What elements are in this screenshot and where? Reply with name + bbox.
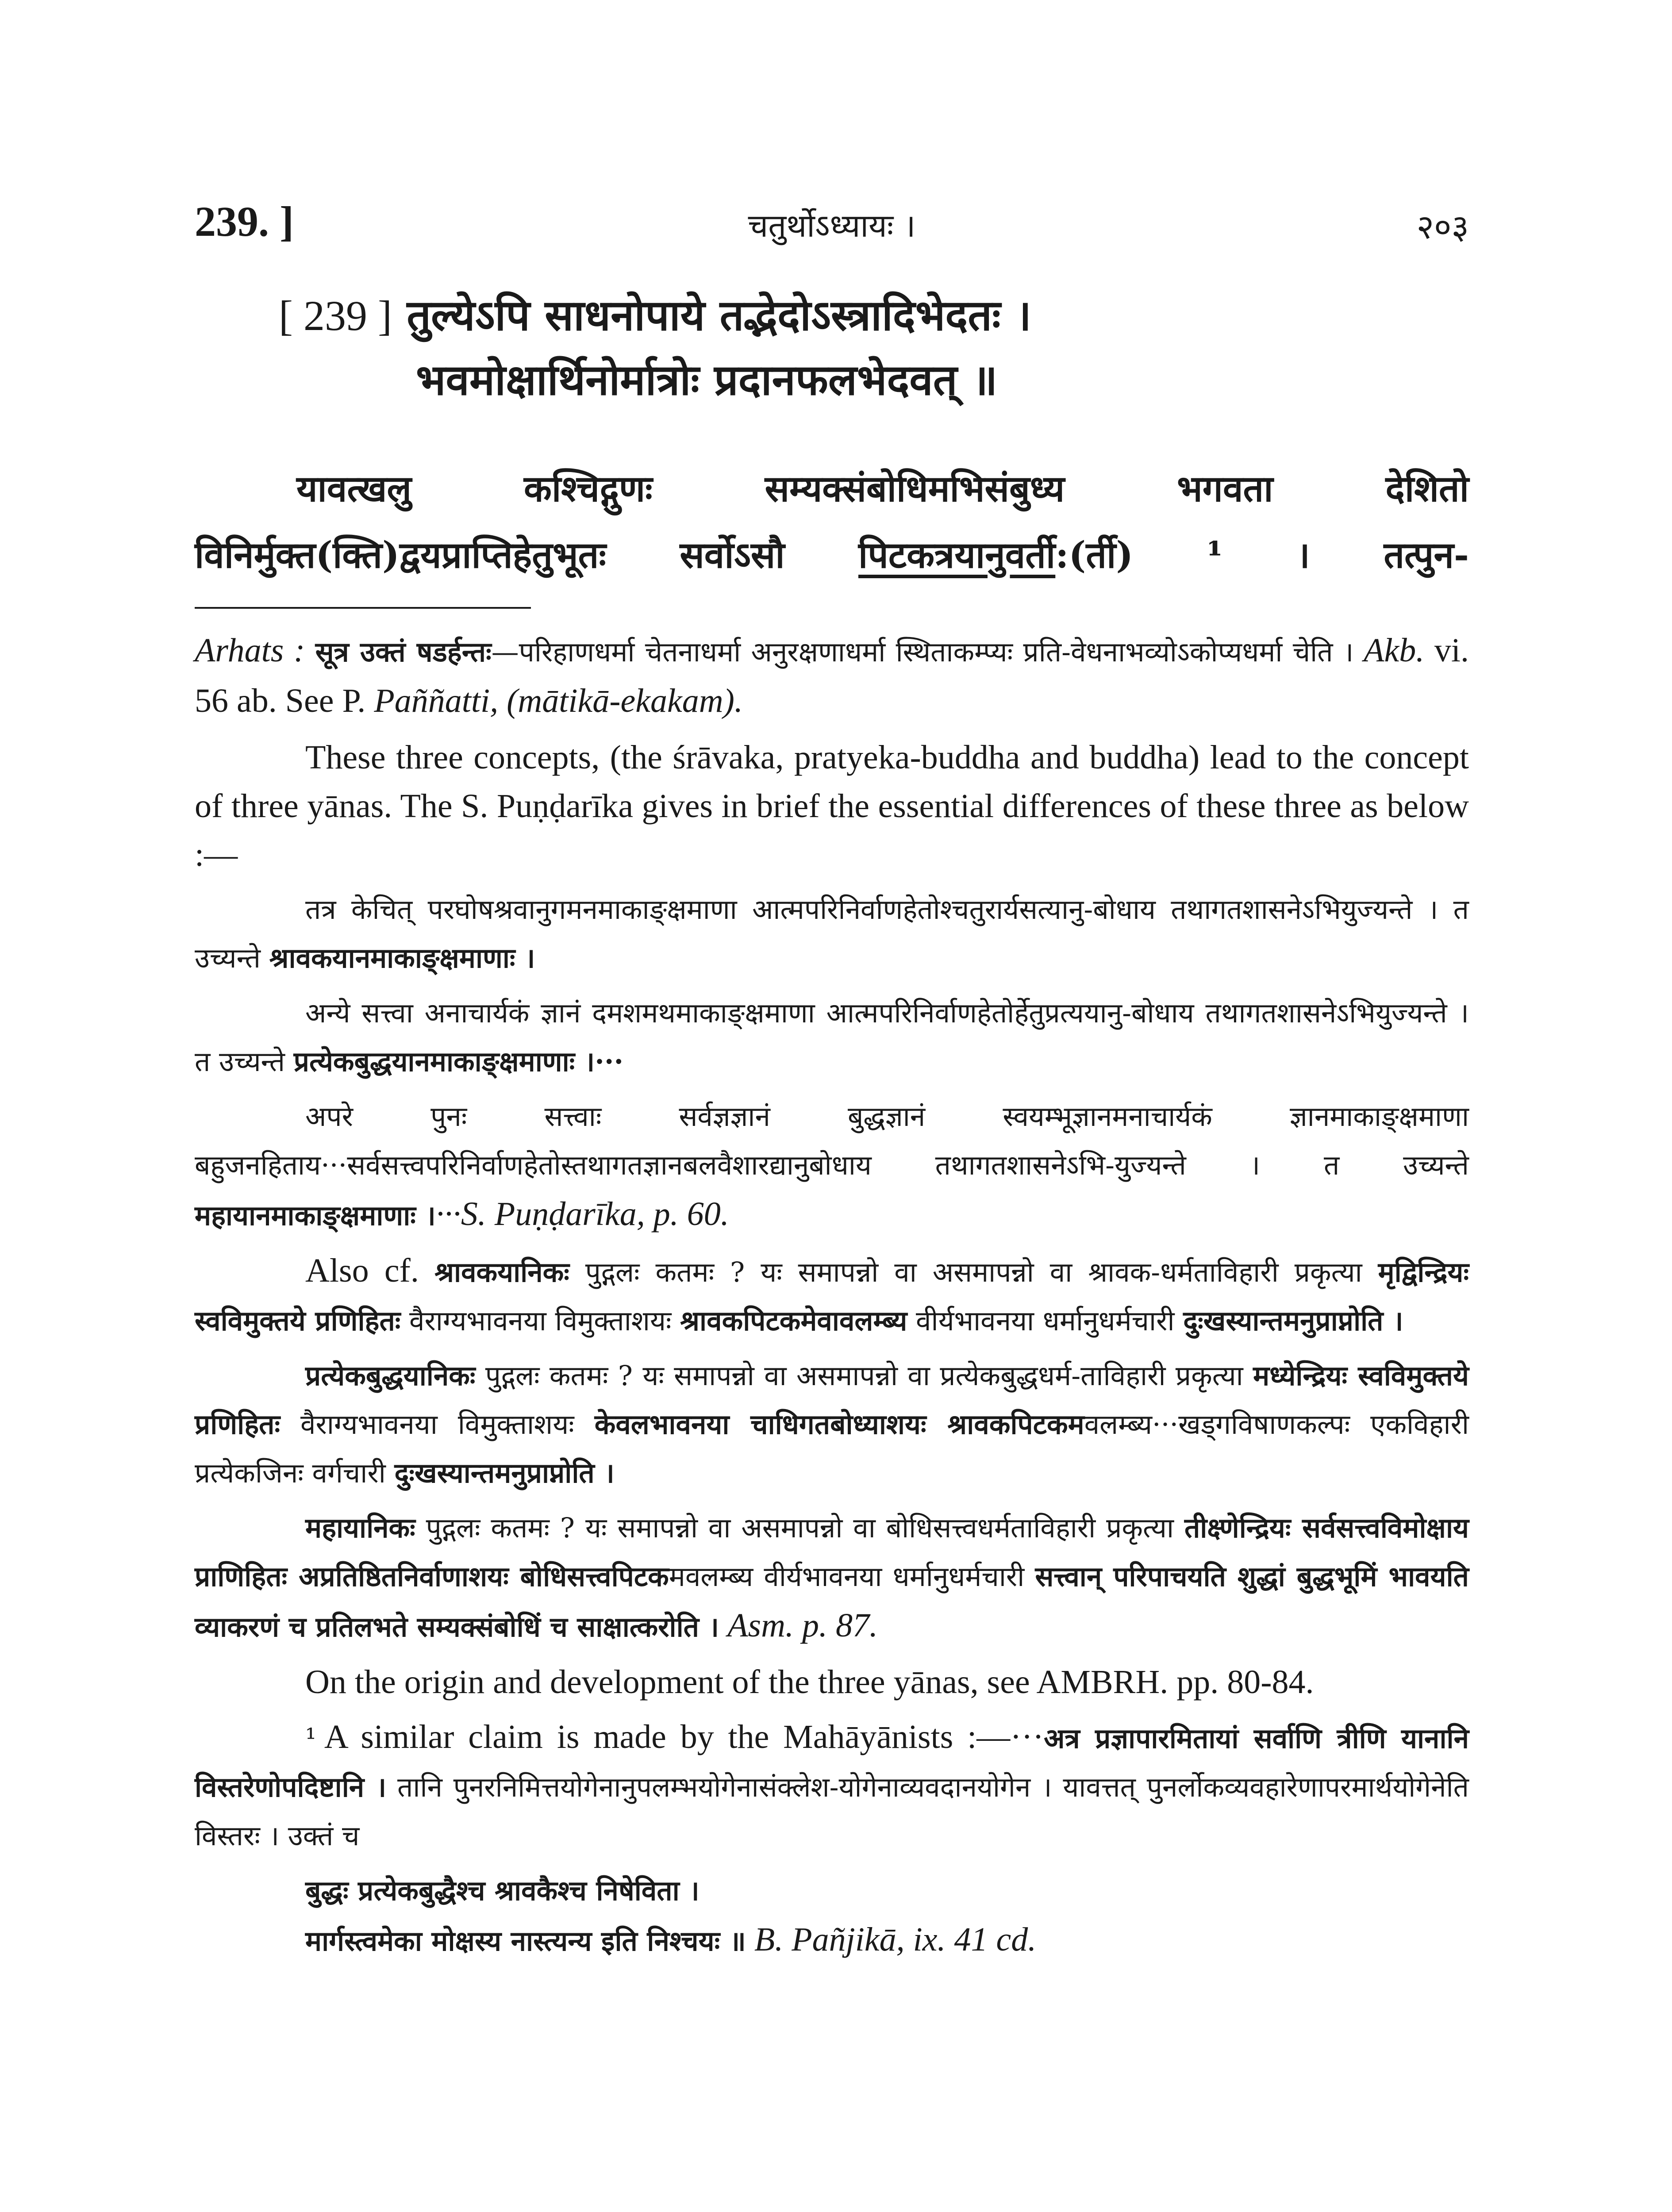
maha-bold-2: तीक्ष्णेन्द्रियः सर्वसत्त्वविमोक्षाय प्राणिहितः अप्रतिष्ठितनिर्वाणाशयः बोधिसत्त्वपिटक bbox=[195, 1512, 1469, 1593]
page-reference: 239. ] bbox=[195, 198, 294, 245]
verse-line-2: भवमोक्षार्थिनोर्मात्रोः प्रदानफलभेदवत् ॥ bbox=[416, 355, 998, 405]
footnote-marker: ¹ bbox=[305, 1722, 316, 1755]
sravaka-bold-2: मृद्विन्द्रियः स्वविमुक्तये प्रणिहितः bbox=[195, 1256, 1469, 1337]
footnote-1 bbox=[195, 1713, 1469, 1860]
quote-sravaka-text: तत्र केचित् परघोषश्रवानुगमनमाकाङ्क्षमाणा आत्मपरिनिर्वाणहेतोश्चतुरार्यसत्यानु-बोधाय तथागतशासनेऽभियुज्यन्ते । त उच्यन्ते bbox=[195, 893, 1469, 974]
note-arhats-label: Arhats : bbox=[195, 632, 305, 669]
running-head bbox=[195, 197, 1469, 254]
pratyeka-bold-2: मध्येन्द्रियः स्वविमुक्तये प्रणिहितः bbox=[195, 1359, 1469, 1440]
note-pratyeka-yanika bbox=[195, 1352, 1469, 1498]
pratyeka-text-3: वलम्ब्य···खड्गविषाणकल्पः एकविहारी प्रत्येकजिनः वर्गचारी bbox=[195, 1408, 1469, 1489]
sravaka-bold-1: श्रावकयानिकः bbox=[434, 1256, 569, 1288]
quote-mahayana-bold: महायानमाकाङ्क्षमाणाः । bbox=[195, 1199, 436, 1232]
commentary-line-2 bbox=[195, 522, 1469, 588]
sravaka-bold-3: श्रावकपिटकमेवावलम्ब्य bbox=[680, 1305, 907, 1337]
quote-mahayana-ref: ···S. Puṇḍarīka, p. 60. bbox=[435, 1195, 729, 1233]
footnote-verse-1-text: बुद्धः प्रत्येकबुद्धैश्च श्रावकैश्च निषेविता । bbox=[305, 1874, 700, 1907]
footnote-text-2: तानि पुनरनिमित्तयोगेनानुपलम्भयोगेनासंक्लेश-योगेनाव्यवदानयोगेन । यावत्तत् पुनर्लोकव्यवहारेणापरमार्थयोगेनेति विस्तरः । उक्तं च bbox=[195, 1771, 1469, 1852]
maha-text-1: पुद्गलः कतमः ? यः समापन्नो वा असमापन्नो वा बोधिसत्त्वधर्मताविहारी प्रकृत्या bbox=[415, 1512, 1184, 1544]
footnote-bold: अत्र प्रज्ञापारमितायां सर्वाणि त्रीणि यानानि विस्तरेणोपदिष्टानि । bbox=[195, 1722, 1469, 1803]
footnote-divider bbox=[195, 607, 531, 609]
quote-pratyeka-text: अन्ये सत्त्वा अनाचार्यकं ज्ञानं दमशमथमाकाङ्क्षमाणा आत्मपरिनिर्वाणहेतोर्हेतुप्रत्ययानु-बोधाय तथागतशासनेऽभियुज्यन्ते । त उच्यन्ते bbox=[195, 997, 1469, 1078]
note-concepts-paragraph: These three concepts, (the śrāvaka, pratyeka-buddha and buddha) lead to the concept of three yānas. The S. Puṇḍarīka gives in brief the essential differences of these three as below :— bbox=[195, 739, 1469, 873]
footnote-verse-2-text: मार्गस्त्वमेका मोक्षस्य नास्त्यन्य इति निश्चयः ॥ bbox=[305, 1925, 746, 1957]
sravaka-text-1: पुद्गलः कतमः ? यः समापन्नो वा असमापन्नो वा श्रावक-धर्मताविहारी प्रकृत्या bbox=[569, 1256, 1378, 1288]
notes-section bbox=[195, 626, 1469, 1966]
commentary-line-2-start: विनिर्मुक्त(क्ति)द्वयप्राप्तिहेतुभूतः सर्वोऽसौ bbox=[195, 534, 859, 576]
pratyeka-text-1: पुद्गलः कतमः ? यः समापन्नो वा असमापन्नो वा प्रत्येकबुद्धधर्म-ताविहारी प्रकृत्या bbox=[475, 1359, 1253, 1392]
commentary bbox=[195, 456, 1469, 588]
quote-pratyeka bbox=[195, 989, 1469, 1086]
pratyeka-bold-3: केवलभावनया चाधिगतबोध्याशयः श्रावकपिटकम bbox=[594, 1408, 1084, 1440]
pratyeka-bold-1: प्रत्येकबुद्धयानिकः bbox=[305, 1359, 476, 1392]
quote-mahayana-text: अपरे पुनः सत्त्वाः सर्वज्ञज्ञानं बुद्धज्ञानं स्वयम्भूज्ञानमनाचार्यकं ज्ञानमाकाङ्क्षमाणा बहुजनहिताय···सर्वसत्त्वपरिनिर्वाणहेतोस्तथागतज्ञानबलवैशारद्यानुबोधाय तथागतशासनेऽभि-युज्यन्ते । त उच्यन्ते bbox=[195, 1100, 1469, 1181]
note-sravaka-yanika bbox=[195, 1246, 1469, 1345]
verse-line-1-text: तुल्येऽपि साधनोपाये तद्भेदोऽस्त्रादिभेदतः । bbox=[407, 290, 1032, 340]
also-cf-label: Also cf. bbox=[305, 1252, 435, 1289]
folio-number: २०३ bbox=[1416, 207, 1469, 246]
pratyeka-text-2: वैराग्यभावनया विमुक्ताशयः bbox=[280, 1408, 595, 1440]
note-arhats-ref-pre: Akb. bbox=[1353, 632, 1434, 669]
quote-pratyeka-bold: प्रत्येकबुद्धयानमाकाङ्क्षमाणाः ।··· bbox=[293, 1045, 624, 1078]
note-arhats bbox=[195, 626, 1469, 727]
quote-mahayana bbox=[195, 1092, 1469, 1240]
note-arhats-ref-mid: vi. 56 ab. See P. bbox=[195, 632, 1469, 719]
note-arhats-ref-italic: Paññatti, (mātikā-ekakam). bbox=[374, 682, 743, 719]
quote-sravaka bbox=[195, 885, 1469, 983]
maha-text-2: मवलम्ब्य वीर्यभावनया धर्मानुधर्मचारी bbox=[669, 1560, 1035, 1593]
sravaka-text-2: वैराग्यभावनया विमुक्ताशयः bbox=[400, 1305, 680, 1337]
quote-sravaka-bold: श्रावकयानमाकाङ्क्षमाणाः । bbox=[269, 942, 535, 974]
sravaka-bold-4: दुःखस्यान्तमनुप्राप्नोति । bbox=[1183, 1305, 1403, 1337]
footnote-verse-2 bbox=[195, 1915, 1469, 1966]
commentary-line-2-end: :(र्ती) ¹ । तत्पुन- bbox=[1055, 534, 1469, 576]
note-arhats-bold: सूत्र उक्तं षडर्हन्तः bbox=[315, 636, 492, 668]
maha-bold-1: महायानिकः bbox=[305, 1512, 415, 1544]
maha-bold-3: सत्त्वान् परिपाचयति शुद्धां बुद्धभूमिं भावयति व्याकरणं च प्रतिलभते सम्यक्संबोधिं च साक्षात्करोति । bbox=[195, 1560, 1469, 1643]
footnote-verse-1 bbox=[195, 1866, 1469, 1915]
karika-verse bbox=[279, 283, 1473, 412]
chapter-title: चतुर्थोऽध्यायः । bbox=[748, 207, 916, 244]
note-mahayanika bbox=[195, 1504, 1469, 1651]
footnote-ref: B. Pañjikā, ix. 41 cd. bbox=[746, 1921, 1037, 1958]
pratyeka-bold-4: दुःखस्यान्तमनुप्राप्नोति । bbox=[394, 1457, 615, 1489]
footnote-text: A similar claim is made by the Mahāyānists :—··· bbox=[324, 1718, 1044, 1755]
maha-ref: Asm. p. 87. bbox=[719, 1607, 878, 1644]
note-origin-paragraph: On the origin and development of the three yānas, see AMBRH. pp. 80-84. bbox=[305, 1663, 1314, 1701]
note-arhats-text: —परिहाणधर्मा चेतनाधर्मा अनुरक्षणाधर्मा स्थिताकम्प्यः प्रति-वेधनाभव्योऽकोप्यधर्मा चेति । bbox=[491, 636, 1354, 668]
verse-number: [ 239 ] bbox=[279, 292, 392, 339]
commentary-line-1: यावत्खलु कश्चिद्गुणः सम्यक्संबोधिमभिसंबुध्य भगवता देशितो bbox=[296, 468, 1469, 510]
sravaka-text-3: वीर्यभावनया धर्मानुधर्मचारी bbox=[907, 1305, 1184, 1337]
commentary-underlined-term: पिटकत्रयानुवर्ती bbox=[858, 534, 1056, 576]
verse-line-1 bbox=[279, 283, 1473, 348]
